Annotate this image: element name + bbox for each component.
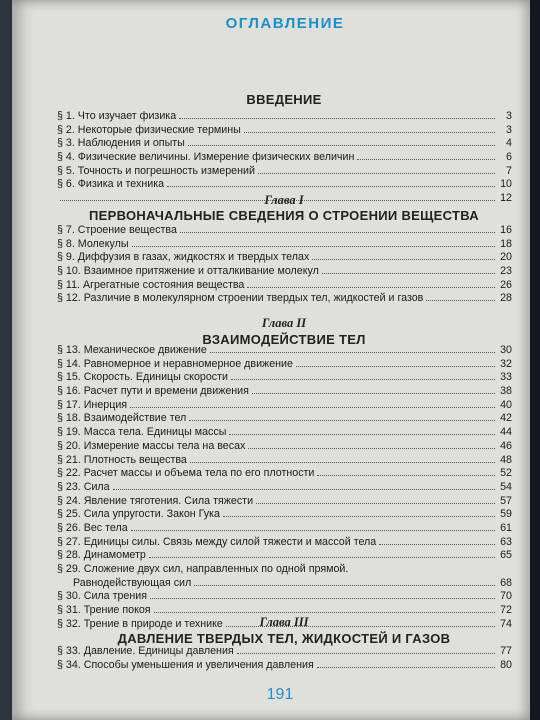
toc-entry-title: § 32. Трение в природе и технике [57,617,223,630]
toc-entry [57,344,512,358]
toc-entry-leader [256,503,495,504]
toc-entry-page: 46 [500,439,512,452]
toc-entry-page: 40 [500,398,512,411]
toc-entry-title: § 7. Строение вещества [57,224,177,236]
toc-entry-title: § 25. Сила упругости. Закон Гука [57,508,220,521]
toc-entry [57,577,512,591]
toc-entry-title: § 24. Явление тяготения. Сила тяжести [57,494,254,507]
toc-entry-page: 72 [500,604,512,617]
page-number: 191 [266,686,294,703]
toc-entry [57,137,512,151]
toc-entry-leader [357,159,495,160]
toc-entry-page: 23 [500,265,512,278]
toc-entry [57,371,512,385]
toc-entry-page: 54 [500,480,512,493]
toc-entry [57,645,512,659]
toc-entry-leader [248,448,495,449]
toc-entry-page: 20 [500,251,512,264]
toc-entry [57,165,512,179]
toc-entry [57,124,512,138]
toc-entry [57,399,512,413]
toc-entry-leader [150,598,495,599]
chapter-1-label: Глава I [264,193,304,207]
toc-entry [57,251,512,265]
toc-entry [57,508,512,522]
toc-entry-title: § 31. Трение покоя [57,604,151,617]
toc-entry-leader [132,246,495,247]
toc-entry-title: § 30. Сила трения [57,590,148,603]
toc-entry [57,279,512,293]
toc-entry-title: § 8. Молекулы [57,237,129,250]
toc-entry [57,238,512,252]
toc-entry [57,178,512,192]
toc-entry-title: § 6. Физика и техника [57,178,165,191]
toc-entry-page: 10 [500,178,512,191]
toc-entry-title: § 13. Механическое движение [57,344,207,356]
chapter-3-label: Глава III [259,615,309,629]
intro-title: ВВЕДЕНИЕ [246,92,322,107]
toc-entry-leader [223,516,495,517]
toc-entry-title: § 21. Плотность вещества [57,453,187,466]
toc-entry-leader [149,557,495,558]
toc-entry-leader [379,544,495,545]
toc-entry-page: 38 [500,385,512,398]
toc-entry-title: § 34. Способы уменьшения и увеличения давления [57,658,314,671]
toc-entry-leader [189,420,495,421]
toc-entry-leader [237,653,495,654]
toc-entry-leader [252,393,495,394]
toc-entry [57,151,512,165]
toc-entry [57,426,512,440]
toc-entry-page: 16 [500,224,512,236]
toc-entry-title: § 14. Равномерное и неравномерное движение [57,357,293,370]
toc-entry-leader [113,489,495,490]
toc-entry-title: § 33. Давление. Единицы давления [57,645,234,657]
toc-entry-leader [258,173,495,174]
toc-entry-page: 48 [500,453,512,466]
toc-entry-title: § 4. Физические величины. Измерение физических величин [57,151,355,164]
toc-entry-title: § 10. Взаимное притяжение и отталкивание молекул [57,265,319,278]
toc-entry-title: § 12. Различие в молекулярном строении твердых тел, жидкостей и газов [57,292,424,305]
toc-entry-page: 26 [500,278,512,291]
toc-entry [57,481,512,495]
toc-entry-page: 77 [500,645,512,657]
toc-entry-title: § 29. Сложение двух сил, направленных по одной прямой. [57,563,349,575]
page-header: ОГЛАВЛЕНИЕ [225,15,345,32]
toc-entry-title: § 28. Динамометр [57,549,146,562]
toc-entry-page: 59 [500,508,512,521]
toc-entry-leader [210,352,495,353]
toc-entry-leader [312,259,495,260]
toc-entry-title: § 15. Скорость. Единицы скорости [57,371,228,384]
toc-entry-page: 44 [500,426,512,439]
toc-entry-page: 63 [500,535,512,548]
toc-entry-title: § 17. Инерция [57,398,128,411]
toc-entry-page: 3 [506,123,512,136]
toc-entry-title: Равнодействующая сил [73,576,192,589]
toc-entry [57,292,512,306]
toc-entry [57,563,512,577]
toc-entry-title: § 2. Некоторые физические термины [57,123,241,136]
toc-entry-leader [296,366,495,367]
toc-entry-title: § 9. Диффузия в газах, жидкостях и твердых телах [57,251,310,264]
toc-entry [57,495,512,509]
toc-entry [57,265,512,279]
toc-entry-title: § 16. Расчет пути и времени движения [57,385,249,398]
toc-entry-title: § 23. Сила [57,480,110,493]
chapter-1-title: ПЕРВОНАЧАЛЬНЫЕ СВЕДЕНИЯ О СТРОЕНИИ ВЕЩЕСТВА [89,208,479,223]
toc-entry-leader [179,118,495,119]
toc-entry-title: § 18. Взаимодействие тел [57,412,187,425]
toc-entry [57,590,512,604]
toc-entry-leader [190,462,495,463]
toc-entry-page: 42 [500,412,512,425]
toc-entry-leader [229,434,495,435]
toc-entry-leader [130,407,495,408]
toc-entry-page: 68 [500,576,512,589]
toc-entry-title: § 11. Агрегатные состояния вещества [57,278,245,291]
toc-entry [57,110,512,124]
toc-entry-leader [317,475,495,476]
toc-entry-page: 3 [506,110,512,122]
toc-entry-page: 80 [500,658,512,671]
toc-entry-leader [426,300,495,301]
chapter-2-toc [57,344,512,631]
toc-entry-page: 33 [500,371,512,384]
toc-entry-leader [167,186,495,187]
toc-entry-page: 30 [500,344,512,356]
intro-toc [57,110,512,206]
toc-entry [57,412,512,426]
toc-entry [57,224,512,238]
toc-entry-page: 70 [500,590,512,603]
toc-entry [57,536,512,550]
toc-entry-page: 65 [500,549,512,562]
toc-entry-page: 74 [500,617,512,630]
toc-entry-title: § 19. Масса тела. Единицы массы [57,426,227,439]
toc-entry [57,454,512,468]
toc-entry [57,440,512,454]
toc-entry-leader [317,667,495,668]
toc-entry-page: 32 [500,357,512,370]
toc-entry [57,467,512,481]
chapter-3-toc [57,645,512,672]
toc-entry-page: 7 [506,164,512,177]
toc-entry-leader [180,232,495,233]
toc-entry-leader [244,132,495,133]
toc-entry [57,549,512,563]
toc-entry-page: 57 [500,494,512,507]
toc-entry-page: 18 [500,237,512,250]
toc-entry-leader [131,530,495,531]
toc-entry-leader [231,379,495,380]
toc-entry-title: § 20. Измерение массы тела на весах [57,439,246,452]
toc-entry-title: § 22. Расчет массы и объема тела по его плотности [57,467,315,480]
toc-entry-title: § 3. Наблюдения и опыты [57,137,185,150]
toc-entry-title: § 5. Точность и погрешность измерений [57,164,255,177]
toc-entry-leader [322,273,495,274]
toc-entry-leader [194,585,495,586]
toc-entry-page: 28 [500,292,512,305]
chapter-3-title: ДАВЛЕНИЕ ТВЕРДЫХ ТЕЛ, ЖИДКОСТЕЙ И ГАЗОВ [117,631,451,646]
toc-entry-title: § 27. Единицы силы. Связь между силой тяжести и массой тела [57,535,377,548]
toc-entry-page: 61 [500,521,512,534]
chapter-1-toc [57,224,512,306]
toc-entry-page: 4 [506,137,512,150]
toc-entry [57,659,512,673]
toc-entry-leader [188,145,495,146]
toc-entry-leader [154,612,495,613]
toc-entry [57,385,512,399]
toc-entry [57,522,512,536]
toc-entry-title: § 26. Вес тела [57,521,128,534]
toc-entry-page: 52 [500,467,512,480]
toc-entry-leader [247,287,495,288]
toc-entry-page: 6 [506,151,512,164]
toc-entry-page: 12 [500,192,512,205]
toc-entry [57,358,512,372]
book-page [12,0,530,720]
chapter-2-label: Глава II [261,316,307,330]
toc-entry-title: § 1. Что изучает физика [57,110,177,122]
chapter-2-title: ВЗАИМОДЕЙСТВИЕ ТЕЛ [202,332,366,347]
